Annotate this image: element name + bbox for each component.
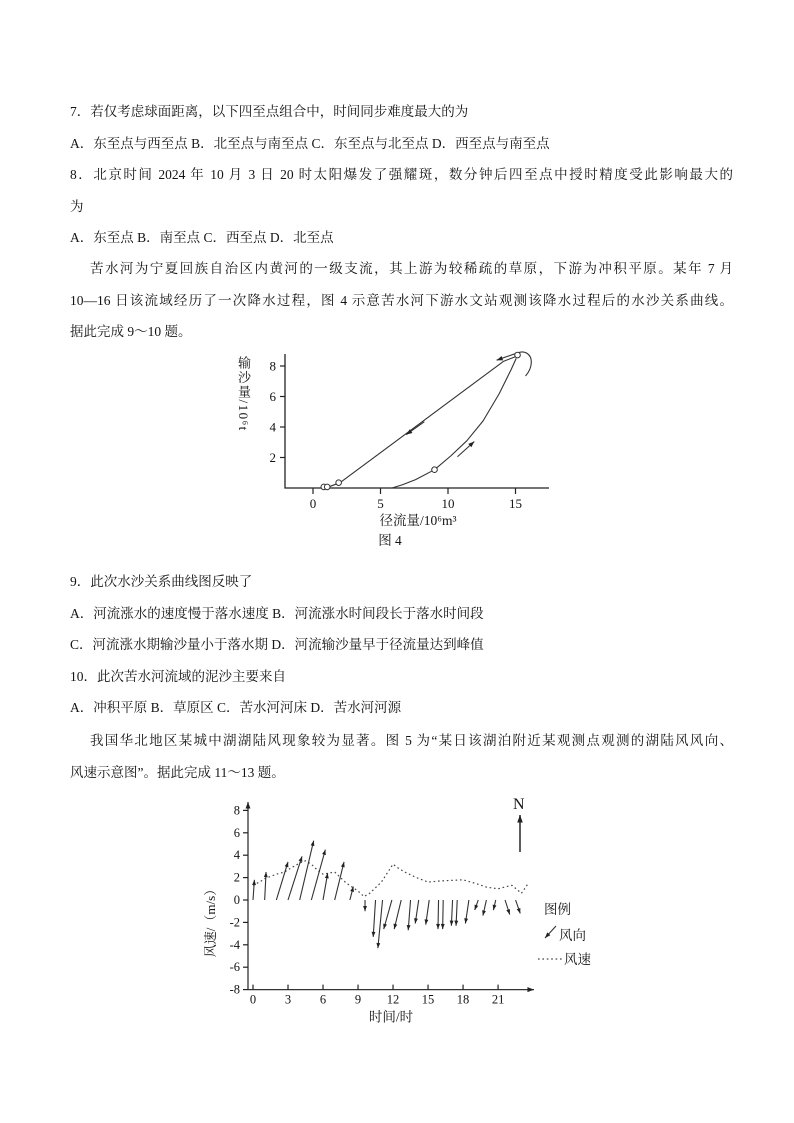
question-block-9-10: [70, 566, 733, 724]
fig4-y-axis-label: 输沙量/10⁶t: [236, 356, 251, 432]
passage-1-line3: 据此完成 9～10 题。: [70, 324, 192, 339]
question-block-7-8: [70, 96, 733, 254]
svg-text:风速/（m/s）: 风速/（m/s）: [203, 882, 218, 958]
passage-1-line2: 10—16 日该流域经历了一次降水过程，图 4 示意苦水河下游水文站观测该降水过程后的水沙关系曲线。: [70, 292, 733, 308]
passage-2-line1: 我国华北地区某城中湖湖陆风现象较为显著。图 5 为“某日该湖泊附近某观测点观测的湖陆风风向、: [90, 733, 733, 748]
svg-text:时间/时: 时间/时: [368, 1009, 414, 1025]
svg-text:6: 6: [269, 389, 276, 404]
svg-text:风速: 风速: [564, 952, 591, 967]
question-7-stem: 7．若仅考虑球面距离，以下四至点组合中，时间同步难度最大的为: [70, 104, 469, 119]
fig4-chart: [225, 348, 555, 533]
svg-text:6: 6: [233, 825, 240, 840]
svg-text:风向: 风向: [559, 928, 586, 943]
svg-text:4: 4: [233, 848, 240, 863]
svg-text:-6: -6: [229, 960, 240, 975]
passage-2-line2: 风速示意图”。据此完成 11～13 题。: [70, 764, 285, 780]
svg-text:8: 8: [233, 803, 240, 818]
svg-text:9: 9: [354, 992, 362, 1007]
svg-text:N: N: [513, 796, 525, 813]
svg-text:15: 15: [421, 992, 435, 1007]
passage-1-line1: 苦水河为宁夏回族自治区内黄河的一级支流，其上游为较稀疏的草原，下游为冲积平原。某年 7 月: [90, 261, 733, 276]
svg-text:-4: -4: [229, 937, 240, 952]
svg-text:0: 0: [249, 992, 257, 1007]
svg-text:15: 15: [509, 496, 522, 511]
question-8-stem-line1: 8．北京时间 2024 年 10 月 3 日 20 时太阳爆发了强耀斑，数分钟后四至点中授时精度受此影响最大的: [70, 167, 733, 182]
svg-text:5: 5: [377, 496, 384, 511]
svg-text:0: 0: [233, 893, 240, 907]
fig5-chart: [200, 788, 640, 1038]
svg-text:21: 21: [491, 992, 505, 1007]
svg-text:径流量/10⁶m³: 径流量/10⁶m³: [379, 513, 457, 528]
svg-text:12: 12: [386, 992, 400, 1007]
question-9-options-line2: C．河流涨水期输沙量小于落水期 D．河流输沙量早于径流量达到峰值: [70, 637, 484, 652]
figure-5: [200, 788, 640, 1038]
svg-text:8: 8: [269, 358, 276, 374]
question-10-stem: 10．此次苦水河流域的泥沙主要来自: [70, 668, 286, 684]
svg-text:10: 10: [441, 496, 455, 511]
question-10-options: A．冲积平原 B．草原区 C．苦水河河床 D．苦水河河源: [70, 700, 402, 715]
svg-text:4: 4: [269, 419, 276, 435]
question-9-options-line1: A．河流涨水的速度慢于落水速度 B．河流涨水时间段长于落水时间段: [70, 605, 484, 621]
svg-text:3: 3: [284, 992, 292, 1007]
figure-4: [225, 348, 555, 533]
figure-4-caption: 图 4: [378, 533, 402, 548]
svg-text:-2: -2: [229, 915, 240, 930]
question-8-options: A．东至点 B．南至点 C．西至点 D．北至点: [70, 230, 334, 245]
passage-1: [70, 253, 733, 348]
question-8-stem-line2: 为: [70, 198, 84, 214]
question-9-stem: 9．此次水沙关系曲线图反映了: [70, 574, 253, 589]
svg-text:2: 2: [233, 870, 240, 885]
svg-text:0: 0: [309, 496, 317, 511]
svg-text:2: 2: [269, 450, 276, 465]
question-7-options: A．东至点与西至点 B．北至点与南至点 C．东至点与北至点 D．西至点与南至点: [70, 135, 550, 151]
svg-text:6: 6: [319, 992, 327, 1007]
svg-text:18: 18: [456, 992, 470, 1007]
svg-text:图例: 图例: [544, 902, 571, 917]
passage-2: [70, 725, 733, 788]
svg-text:-8: -8: [229, 982, 240, 997]
